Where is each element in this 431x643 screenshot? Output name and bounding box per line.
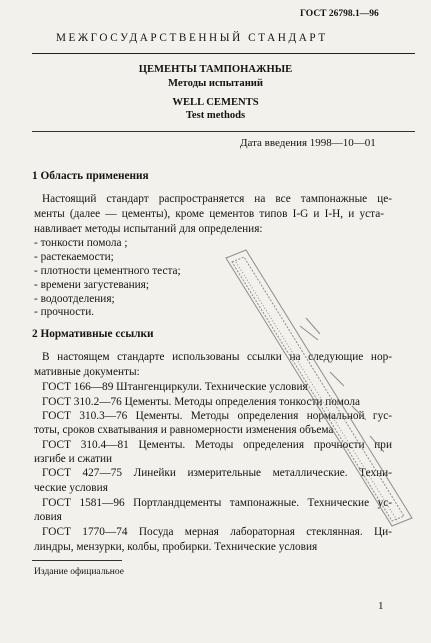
reference-line: ГОСТ 427—75 Линейки измерительные металлические. Техни- (42, 467, 392, 479)
reference-line: ГОСТ 310.4—81 Цементы. Методы определения прочности при (42, 439, 392, 451)
scope-list-item: - водоотделения; (34, 293, 115, 305)
reference-line: ГОСТ 310.2—76 Цементы. Методы определения тонкости помола (42, 396, 361, 408)
reference-line: ГОСТ 1770—74 Посуда мерная лабораторная стеклянная. Ци- (42, 526, 392, 538)
footer-divider (32, 560, 122, 561)
introduction-date: Дата введения 1998—10—01 (240, 137, 376, 149)
section-1-text-line: Настоящий стандарт распространяется на все тампонажные це- (42, 193, 392, 205)
reference-line: ГОСТ 1581—96 Портландцементы тампонажные. Технические ус- (42, 497, 392, 509)
section-2-intro-line: В настоящем стандарте использованы ссылки на следующие нор- (42, 351, 392, 363)
reference-line: тоты, сроков схватывания и равномерности изменения объема (34, 424, 334, 436)
section-2-intro-line: мативные документы: (34, 366, 140, 378)
scope-list-item: - времени загустевания; (34, 279, 150, 291)
section-1-text-line: менты (далее — цементы), кроме цементов типов I-G и I-H, и уста- (34, 208, 384, 220)
title-en: WELL CEMENTS (172, 97, 259, 108)
reference-line: ГОСТ 166—89 Штангенциркули. Технические условия (42, 381, 308, 393)
reference-line: линдры, мензурки, колбы, пробирки. Технические условия (34, 541, 318, 553)
reference-line: ческие условия (34, 482, 108, 494)
header-divider (32, 53, 415, 54)
section-1-heading: 1 Область применения (32, 170, 149, 182)
reference-line: изгибе и сжатии (34, 453, 113, 465)
reference-line: ловия (34, 511, 62, 523)
scope-list-item: - растекаемости; (34, 251, 114, 263)
scope-list-item: - прочности. (34, 306, 95, 318)
subtitle-ru: Методы испытаний (167, 78, 264, 89)
title-ru: ЦЕМЕНТЫ ТАМПОНАЖНЫЕ (138, 64, 293, 75)
reference-line: ГОСТ 310.3—76 Цементы. Методы определения нормальной гус- (42, 410, 392, 422)
subtitle-en: Test methods (185, 110, 246, 121)
standard-type: МЕЖГОСУДАРСТВЕННЫЙ СТАНДАРТ (56, 32, 328, 44)
section-1-text-line: навливает методы испытаний для определения: (34, 223, 263, 235)
edition-note: Издание официальное (34, 567, 124, 577)
scope-list-item: - тонкости помола ; (34, 237, 128, 249)
page-number: 1 (378, 600, 384, 612)
section-2-heading: 2 Нормативные ссылки (32, 328, 154, 340)
title-divider (32, 131, 415, 132)
document-code: ГОСТ 26798.1—96 (300, 9, 379, 19)
scope-list-item: - плотности цементного теста; (34, 265, 181, 277)
